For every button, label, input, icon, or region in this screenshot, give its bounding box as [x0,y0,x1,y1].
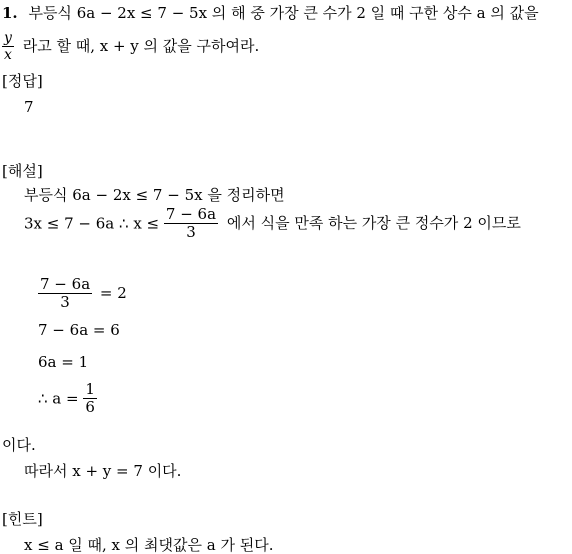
equation-2: 7 − 6a = 6 [38,321,120,339]
equation-4-fraction [83,381,97,417]
fraction-numerator: 7 − 6a [40,275,91,293]
fraction-numerator: 1 [85,380,95,398]
solution-line-2-pre: 3x ≤ 7 − 6a ∴ x ≤ [24,214,160,233]
solution-tail: 이다. [2,436,36,454]
problem-number: 1. [2,4,18,22]
answer-header: [정답] [2,72,43,90]
fraction-numerator: y [4,30,12,46]
solution-header: [해설] [2,162,43,180]
problem-fraction [2,30,14,63]
equation-1-rhs: = 2 [99,284,127,303]
solution-line-2-fraction [164,206,218,242]
equation-1 [38,276,127,312]
problem-text-1: 부등식 6a − 2x ≤ 7 − 5x 의 해 중 가장 큰 수가 2 일 때 구한 상수 a 의 값을 [28,4,539,22]
fraction-denominator: 3 [38,293,92,311]
equation-4 [38,381,97,417]
fraction-numerator: 7 − 6a [165,205,217,223]
fraction-denominator: x [2,46,14,63]
hint-text: x ≤ a 일 때, x 의 최댓값은 a 가 된다. [24,536,274,554]
fraction-denominator: 3 [164,223,218,241]
problem-line-1 [2,6,539,21]
equation-4-pre: ∴ a = [38,389,79,408]
fraction-denominator: 6 [85,398,95,417]
solution-line-2-post: 에서 식을 만족 하는 가장 큰 정수가 2 이므로 [226,214,521,233]
solution-line-1: 부등식 6a − 2x ≤ 7 − 5x 을 정리하면 [24,186,285,204]
solution-line-2 [24,206,521,242]
problem-text-2: 라고 할 때, x + y 의 값을 구하여라. [22,36,260,55]
solution-conclusion: 따라서 x + y = 7 이다. [24,462,182,480]
equation-3: 6a = 1 [38,353,89,371]
hint-header: [힌트] [2,510,43,528]
equation-1-fraction [38,276,92,312]
answer-value: 7 [24,98,34,116]
problem-line-2 [2,30,259,63]
